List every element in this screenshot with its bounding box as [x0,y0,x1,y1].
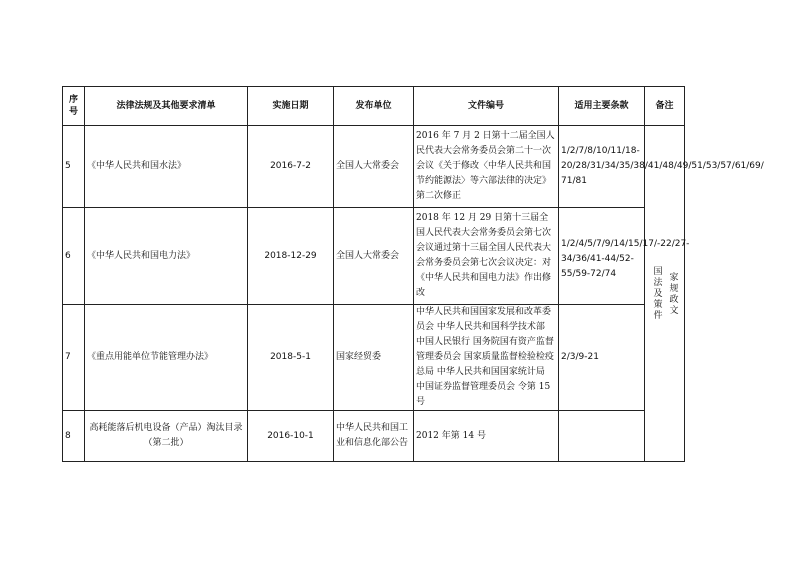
applicable-clauses [559,411,645,462]
header-remark: 备注 [645,87,685,126]
header-seq-char-2: 号 [68,107,78,117]
applicable-clauses: 2/3/9-21 [559,305,645,411]
table-row [63,305,685,411]
header-document-number: 文件编号 [414,87,559,126]
document-number: 2018 年 12 月 29 日第十三届全国人民代表大会常务委员会第七次会议通过第十三届全国人民代表大会常务委员会第七次会议决定：对《中华人民共和国电力法》作出修改 [414,208,559,305]
header-regulation-name: 法律法规及其他要求清单 [85,87,248,126]
header-seq-char-1: 序 [68,95,78,105]
header-issuer: 发布单位 [334,87,414,126]
applicable-clauses: 1/2/7/8/10/11/18-20/28/31/34/35/38/41/48/49/51/53/57/61/69/ 71/81 [559,126,645,208]
table-row [63,208,685,305]
header-effective-date: 实施日期 [248,87,334,126]
document-number: 2012 年第 14 号 [414,411,559,462]
document-number: 2016 年 7 月 2 日第十二届全国人民代表大会常务委员会第二十一次会议《关于修改〈中华人民共和国节约能源法〉等六部法律的决定》第二次修正 [414,126,559,208]
effective-date: 2018-5-1 [248,305,334,411]
regulation-name: 《重点用能单位节能管理办法》 [85,305,248,411]
row-number: 8 [63,411,85,462]
header-clauses: 适用主要条款 [559,87,645,126]
document-number: 中华人民共和国国家发展和改革委员会 中华人民共和国科学技术部 中国人民银行 国务院国有资产监督管理委员会 国家质量监督检验检疫总局 中华人民共和国国家统计局 中国证券监督管理委员会 令第 15 号 [414,305,559,411]
regulation-name: 《中华人民共和国电力法》 [85,208,248,305]
issuer: 全国人大常委会 [334,208,414,305]
row-number: 5 [63,126,85,208]
issuer: 中华人民共和国工业和信息化部公告 [334,411,414,462]
table-header-row [63,87,685,126]
table-row [63,126,685,208]
row-number: 6 [63,208,85,305]
effective-date: 2016-10-1 [248,411,334,462]
table-row [63,411,685,462]
effective-date: 2018-12-29 [248,208,334,305]
remark-left-column: 国法及策件 [651,266,662,321]
regulations-table [62,86,764,462]
header-seq [63,87,85,126]
regulation-name: 高耗能落后机电设备（产品）淘汰目录（第二批） [85,411,248,462]
regulation-name: 《中华人民共和国水法》 [85,126,248,208]
remark-cell [645,126,685,462]
applicable-clauses: 1/2/4/5/7/9/14/15/17/-22/27-34/36/41-44/52-55/59-72/74 [559,208,645,305]
remark-right-column: 家规政文 [667,271,678,316]
row-number: 7 [63,305,85,411]
effective-date: 2016-7-2 [248,126,334,208]
issuer: 国家经贸委 [334,305,414,411]
issuer: 全国人大常委会 [334,126,414,208]
